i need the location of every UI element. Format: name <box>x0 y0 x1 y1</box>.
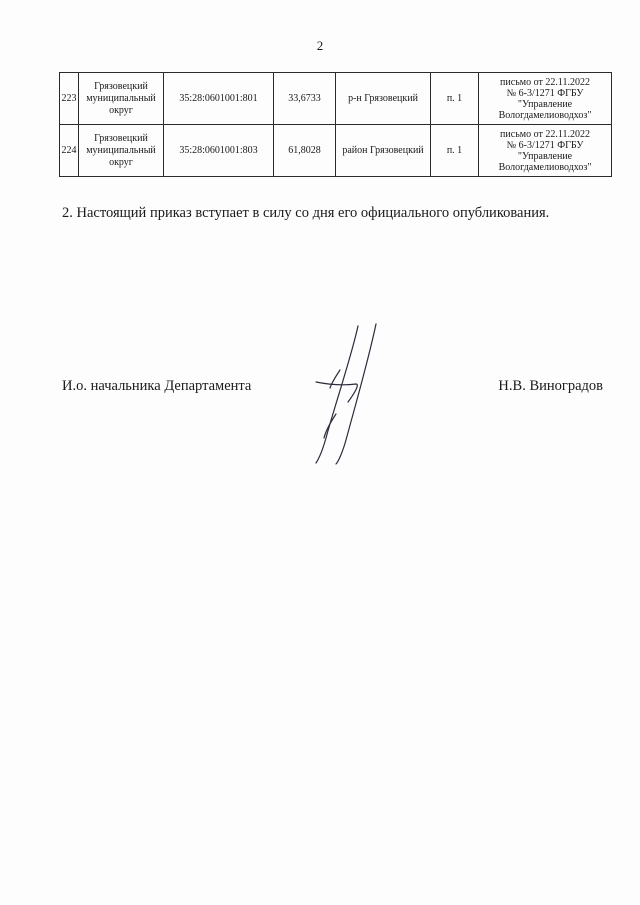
signatory-name: Н.В. Виноградов <box>498 378 603 394</box>
land-plots-table <box>59 72 612 177</box>
cell-line: "Управление <box>517 150 573 162</box>
clause-point-cell: п. 1 <box>431 125 479 177</box>
location-cell: р-н Грязовецкий <box>336 73 431 125</box>
cell-line: муниципальный <box>86 144 156 156</box>
area-cell: 33,6733 <box>274 73 336 125</box>
clause-point-cell: п. 1 <box>431 73 479 125</box>
cadastral-number-cell: 35:28:0601001:801 <box>164 73 274 125</box>
cell-line: "Управление <box>517 98 573 110</box>
cell-line: Вологдамелиоводхоз" <box>498 161 592 173</box>
handwritten-signature <box>296 318 382 468</box>
area-cell: 61,8028 <box>274 125 336 177</box>
table-row <box>60 125 612 177</box>
municipality-cell <box>79 125 164 177</box>
source-document-cell <box>479 125 612 177</box>
municipality-cell <box>79 73 164 125</box>
location-cell: район Грязовецкий <box>336 125 431 177</box>
cell-line: № 6-3/1271 ФГБУ <box>506 87 584 99</box>
cell-line: округ <box>109 156 133 168</box>
row-number: 224 <box>60 125 79 177</box>
cell-line: округ <box>109 104 133 116</box>
signatory-position: И.о. начальника Департамента <box>62 378 252 394</box>
page-number: 2 <box>316 38 324 53</box>
row-number: 223 <box>60 73 79 125</box>
cell-line: Грязовецкий <box>94 132 148 144</box>
clause-paragraph: 2. Настоящий приказ вступает в силу со дня его официального опубликования. <box>62 205 550 221</box>
table-row <box>60 73 612 125</box>
cell-line: Грязовецкий <box>94 80 148 92</box>
cell-line: письмо от 22.11.2022 <box>500 128 590 140</box>
cell-line: письмо от 22.11.2022 <box>500 76 590 88</box>
cadastral-number-cell: 35:28:0601001:803 <box>164 125 274 177</box>
cell-line: муниципальный <box>86 92 156 104</box>
source-document-cell <box>479 73 612 125</box>
cell-line: № 6-3/1271 ФГБУ <box>506 139 584 151</box>
cell-line: Вологдамелиоводхоз" <box>498 109 592 121</box>
